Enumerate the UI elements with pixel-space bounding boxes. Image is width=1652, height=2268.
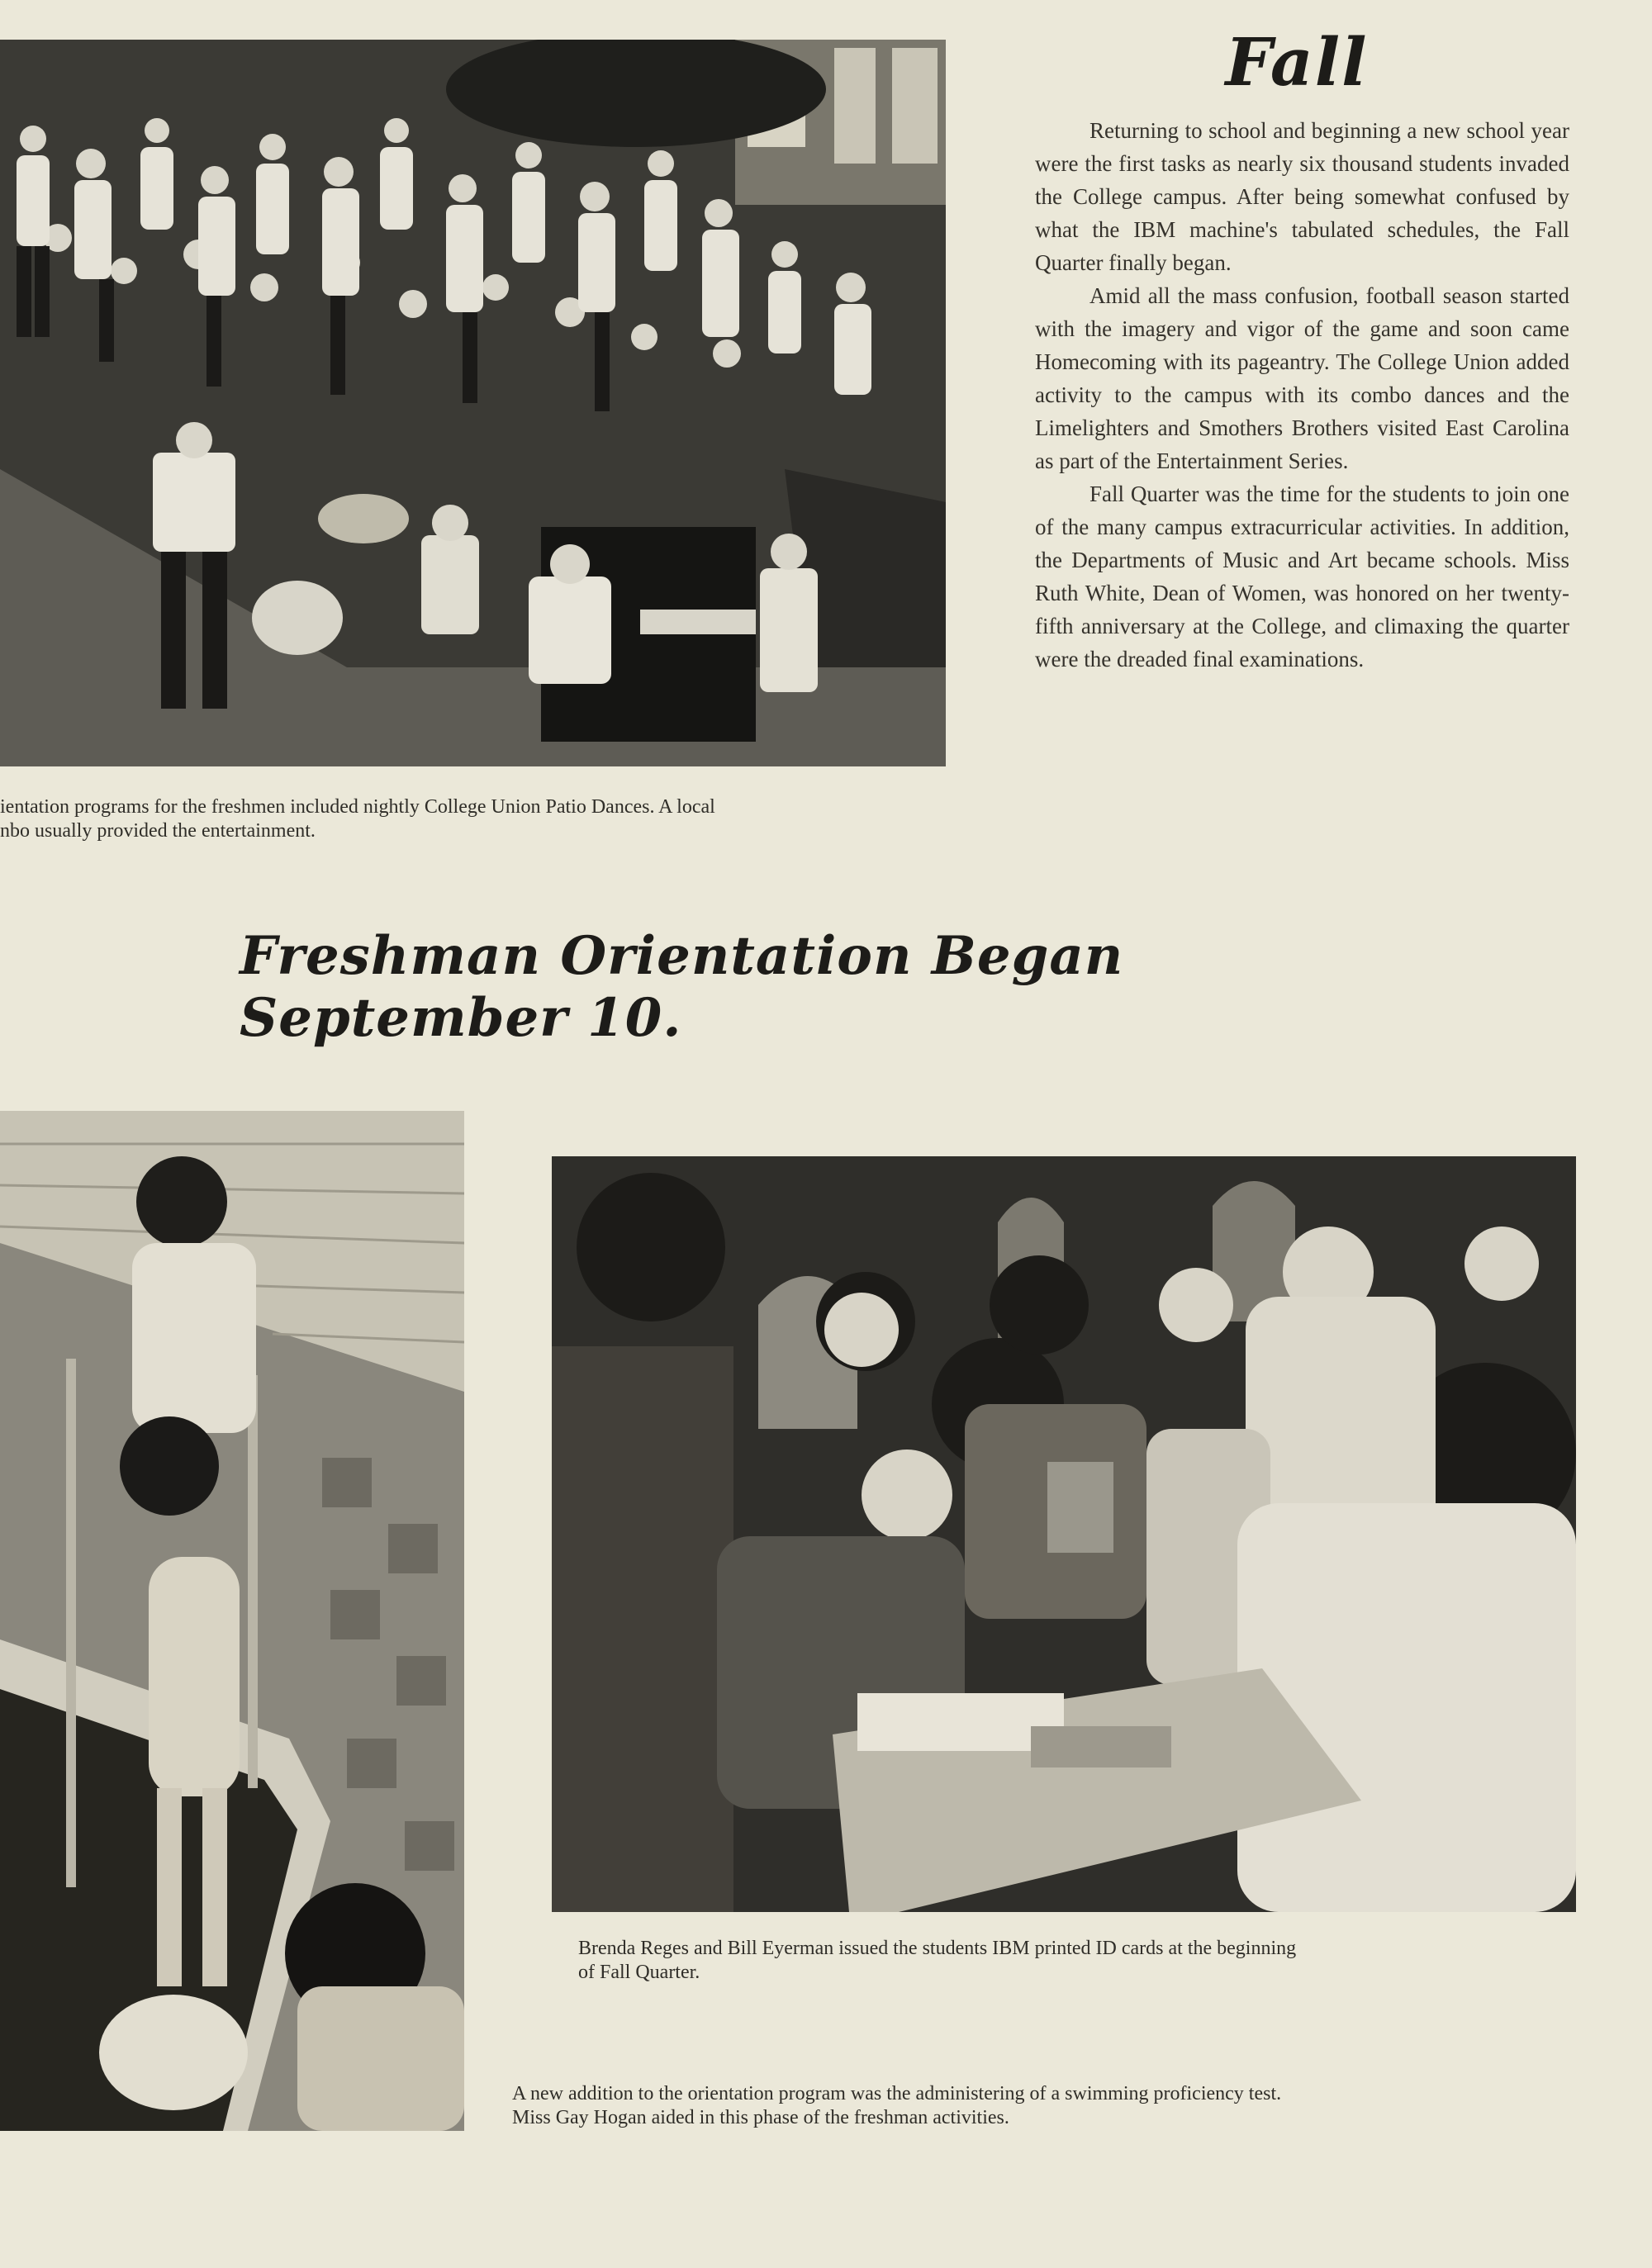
fall-title: Fall [1225, 23, 1369, 101]
article-paragraph: Returning to school and beginning a new school year were the first tasks as nearly six thousand students invaded the College campus. After being somewhat confused by what the IBM machine's tabulated schedules, the Fall Quarter finally began. [1035, 118, 1569, 275]
swimming-test-photo [0, 1111, 464, 2131]
swimming-test-caption: A new addition to the orientation program was the administering of a swimming proficiency test. Miss Gay Hogan aided in this phase of the freshman activities. [512, 2083, 1282, 2128]
id-cards-photo [552, 1156, 1576, 1912]
patio-dance-photo [0, 40, 946, 766]
article-paragraph: Fall Quarter was the time for the students to join one of the many campus extracurricular activities. In addition, the Departments of Music and Art became schools. Miss Ruth White, Dean of Women, was honored on her twenty-fifth anniversary at the College, and climaxing the quarter were the dreaded final examinations. [1035, 482, 1569, 671]
id-cards-caption: Brenda Reges and Bill Eyerman issued the students IBM printed ID cards at the beginning of Fall Quarter. [578, 1938, 1297, 1983]
orientation-headline: Freshman Orientation Began September 10. [240, 925, 1124, 1049]
patio-dance-caption: ientation programs for the freshmen included nightly College Union Patio Dances. A local nbo usually provided the entertainment. [0, 796, 715, 842]
article-paragraph: Amid all the mass confusion, football season started with the imagery and vigor of the game and soon came Homecoming with its pageantry. The College Union added activity to the campus with its combo dances and the Limelighters and Smothers Brothers visited East Carolina as part of the Entertainment Series. [1035, 283, 1569, 473]
article-body [1035, 114, 1569, 676]
